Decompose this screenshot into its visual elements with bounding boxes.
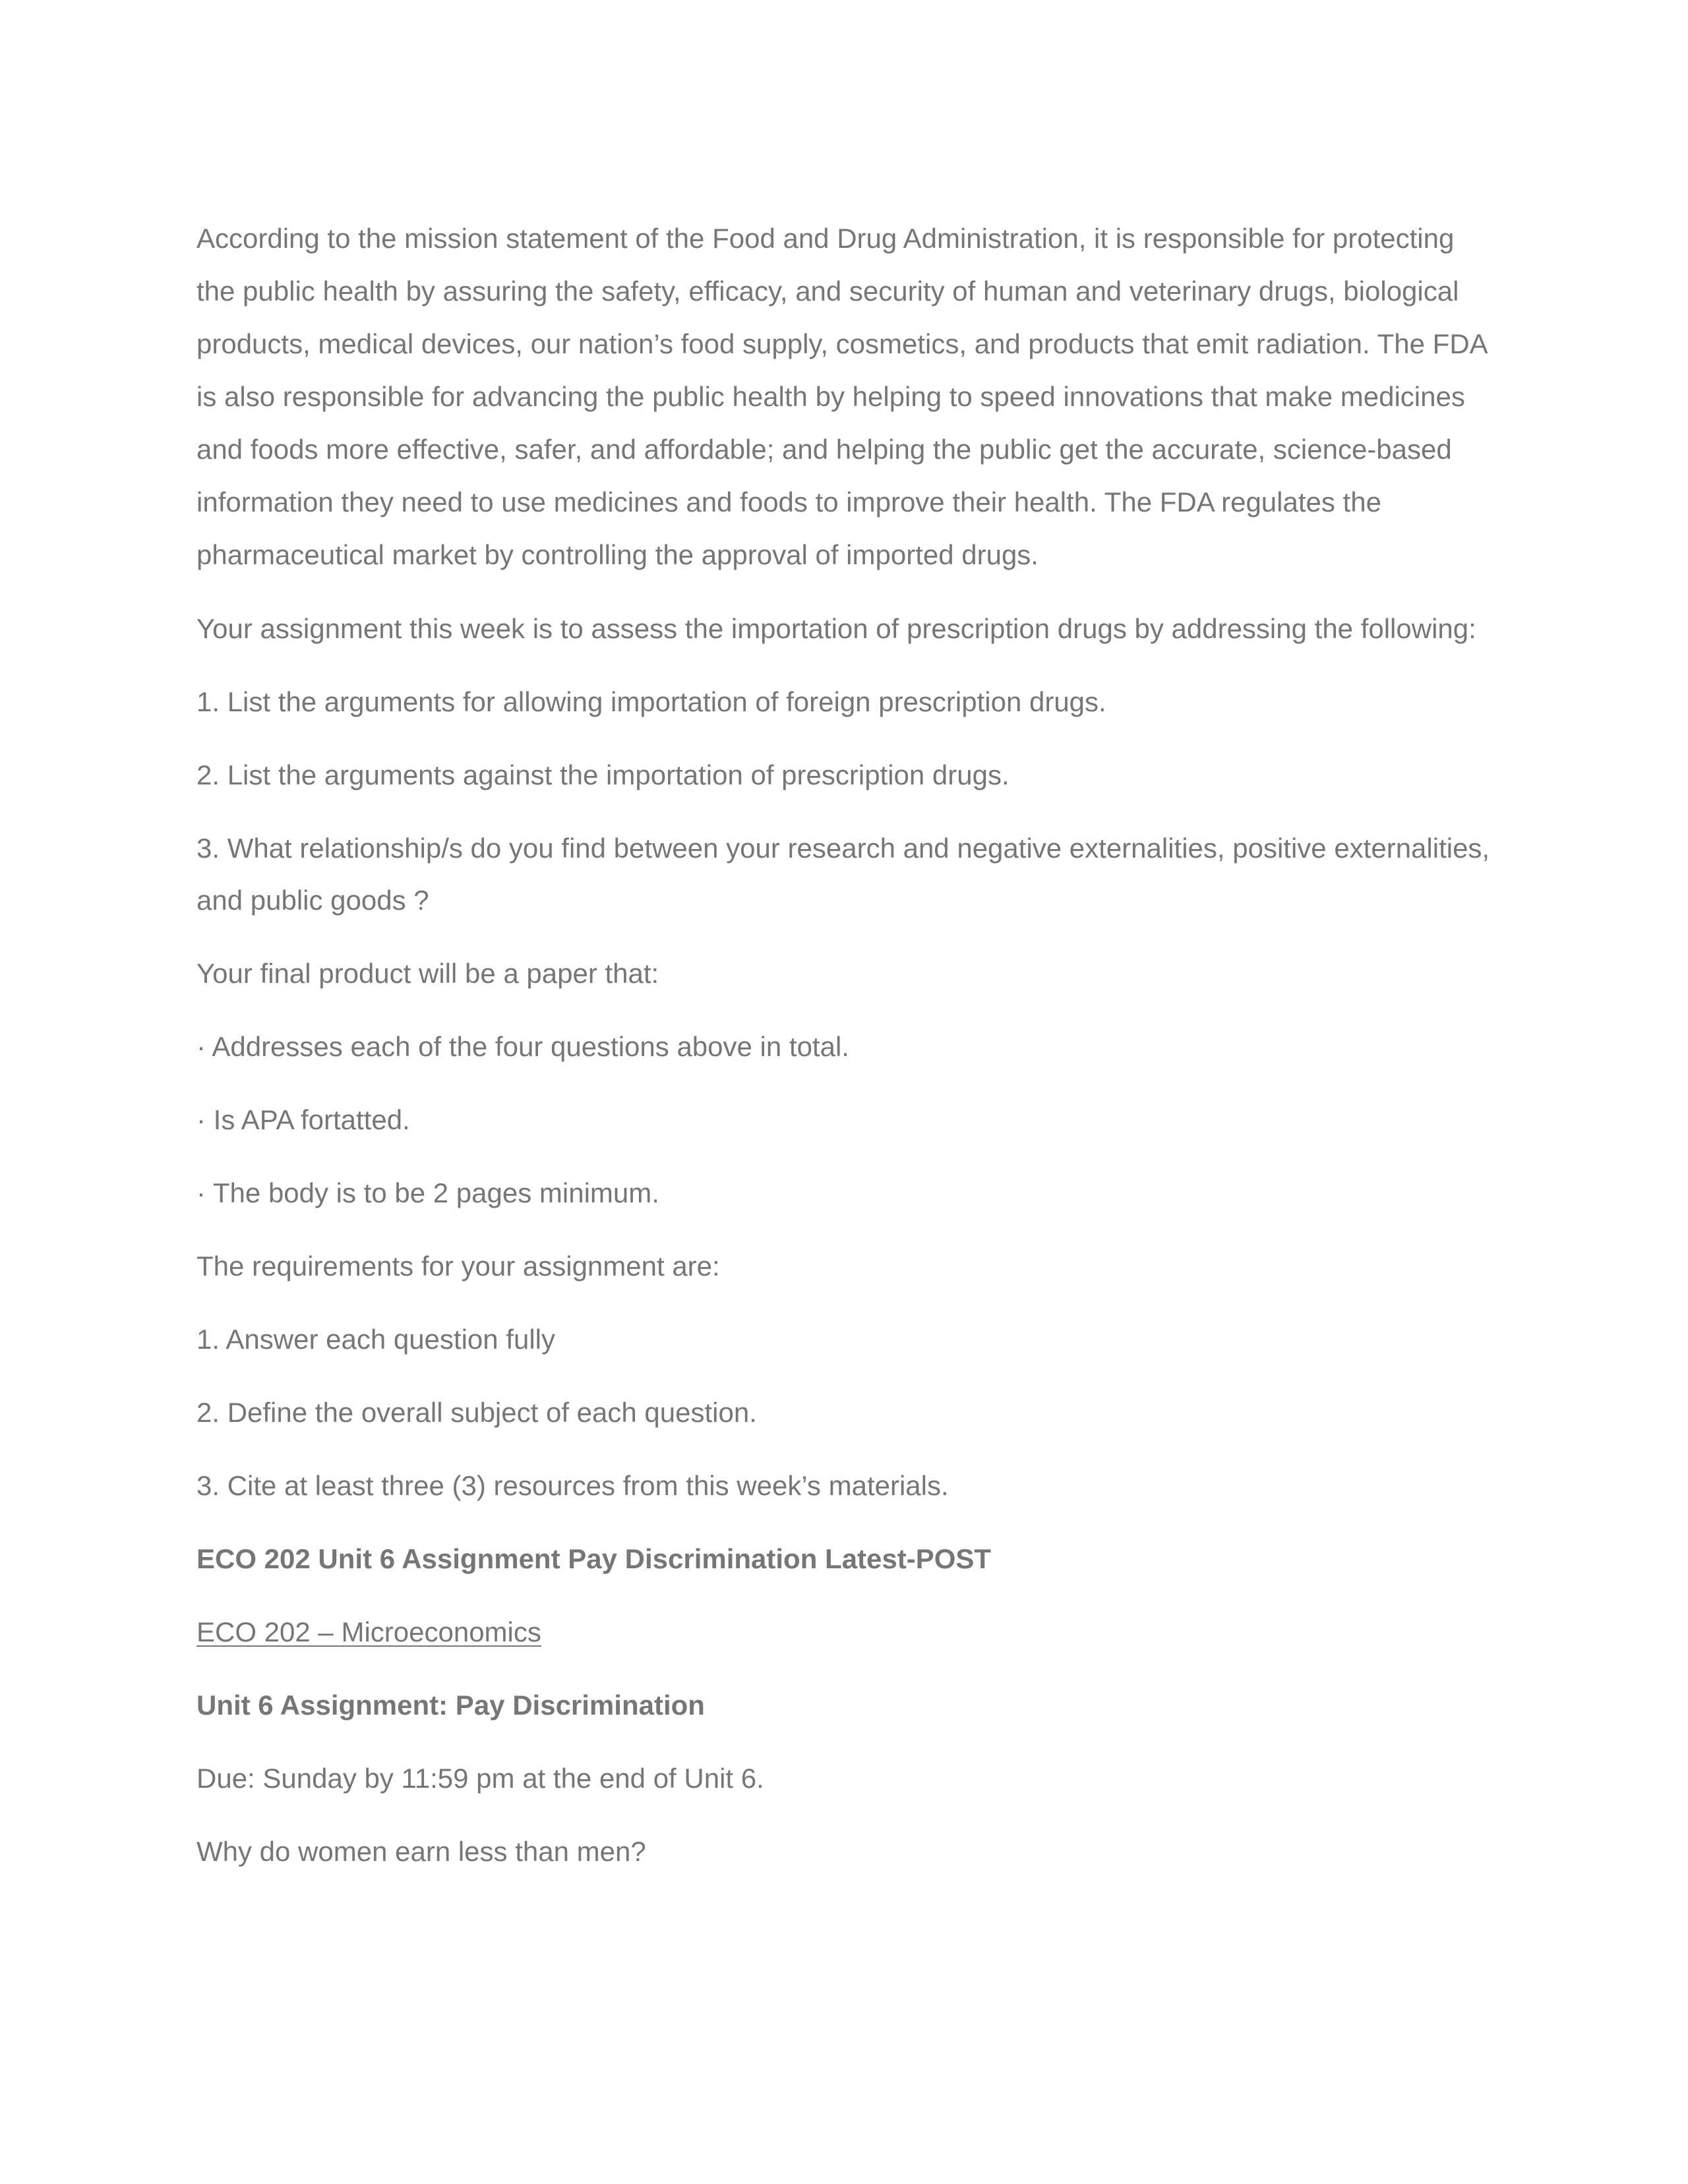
course-link[interactable]: ECO 202 – Microeconomics — [196, 1616, 541, 1647]
bullet-item: · The body is to be 2 pages minimum. — [196, 1177, 659, 1208]
requirement-item: 2. Define the overall subject of each question. — [196, 1397, 757, 1428]
requirements-lead: The requirements for your assignment are: — [196, 1251, 720, 1282]
requirement-item: 3. Cite at least three (3) resources from this week’s materials. — [196, 1470, 949, 1501]
bullet-item: · Is APA fortatted. — [196, 1104, 410, 1135]
intro-paragraph: According to the mission statement of the Food and Drug Administration, it is responsible for protecting the public health by assuring the safety, efficacy, and security of human and veterinary drugs, biological products, medical devices, our nation’s food supply, cosmetics, and products that emit radiation. The FDA is also responsible for advancing the public health by helping to speed innovations that make medicines and foods more effective, safer, and affordable; and helping the public get the accurate, science-based information they need to use medicines and foods to improve their health. The FDA regulates the pharmaceutical market by controlling the approval of imported drugs. — [196, 223, 1487, 570]
requirement-item: 1. Answer each question fully — [196, 1324, 555, 1355]
final-product-lead: Your final product will be a paper that: — [196, 958, 659, 989]
document-body — [196, 212, 1497, 1899]
due-date-line: Due: Sunday by 11:59 pm at the end of Unit 6. — [196, 1763, 764, 1794]
question-item: 2. List the arguments against the importation of prescription drugs. — [196, 759, 1010, 790]
bullet-item: · Addresses each of the four questions above in total. — [196, 1031, 849, 1062]
next-assignment-title: ECO 202 Unit 6 Assignment Pay Discrimination Latest-POST — [196, 1543, 992, 1574]
assignment-lead: Your assignment this week is to assess the importation of prescription drugs by addressing the following: — [196, 613, 1476, 644]
assignment-question: Why do women earn less than men? — [196, 1836, 646, 1867]
unit-title: Unit 6 Assignment: Pay Discrimination — [196, 1690, 705, 1721]
question-item: 1. List the arguments for allowing importation of foreign prescription drugs. — [196, 686, 1106, 717]
question-item: 3. What relationship/s do you find between your research and negative externalities, positive externalities, and public goods ? — [196, 833, 1490, 916]
